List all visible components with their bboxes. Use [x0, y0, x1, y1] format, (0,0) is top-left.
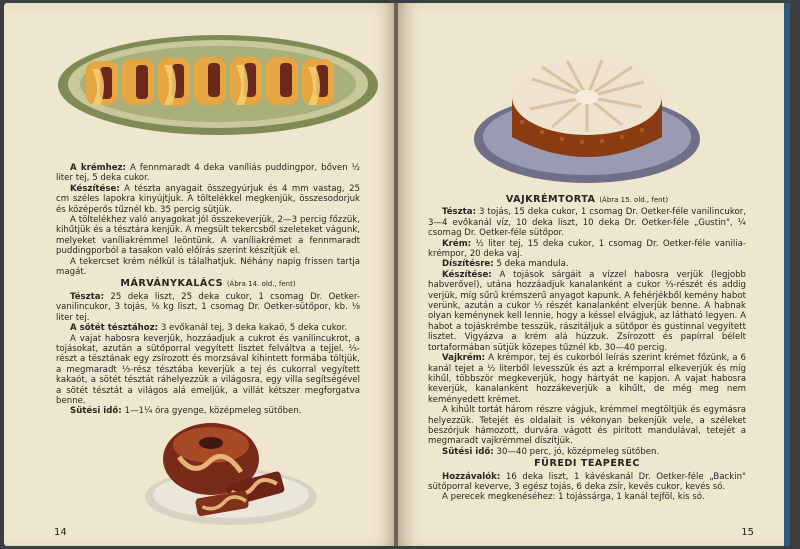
sutesi-paragraph: [56, 406, 360, 416]
krem-label: Krém:: [442, 238, 472, 249]
figure-reference: (Ábra 14. old., fent): [226, 280, 296, 289]
teszta-paragraph: [428, 207, 746, 238]
page-number-right: 15: [741, 527, 754, 538]
sotet-paragraph: [56, 323, 360, 333]
hozzavalok-paragraph: [428, 472, 746, 493]
right-page: [398, 3, 790, 546]
figure-reference: (Ábra 15. old., fent): [599, 196, 669, 204]
diszites-label: Díszítésre:: [442, 259, 494, 270]
vajkrem-label: Vajkrém:: [442, 353, 486, 364]
teszta-label: Tészta:: [442, 207, 477, 218]
sutesi-text: 1—1¼ óra gyenge, középmeleg sütőben.: [124, 406, 302, 417]
open-book: [4, 3, 796, 546]
diszites-paragraph: [428, 259, 746, 269]
page-number-left: 14: [54, 527, 67, 538]
right-page-text: [428, 193, 746, 503]
left-page: [4, 3, 396, 546]
keszitese-label: Készítése:: [442, 269, 492, 280]
marble-cake-illustration: [139, 417, 319, 532]
perecek-paragraph: A perecek megkenéséhez: 1 tojássárga, 1 kanál tejföl, kis só.: [442, 492, 705, 503]
keszitese-text: A tészta anyagait összegyúrjuk és 4 mm vastag, 25 cm széles lapokra kinyújtjuk. A töltelékkel megkenjük, összesodorjuk és középerős tűznél kb. 35 percig sütjük.: [56, 183, 361, 215]
teszta-text: 25 deka liszt, 25 deka cukor, 1 csomag Dr. Oetker-vanilincukor, 3 tojás, ⅛ kg liszt, 1 csomag Dr. Oetker-sütőpor, kb. ⅛ liter tej.: [56, 291, 360, 323]
keszitese-paragraph: [428, 270, 746, 353]
assembly-paragraph: A kihűlt tortát három részre vágjuk, krémmel megtöltjük és egymásra helyezzük. Tetejét és oldalait is vékonyan bekenjük vele, a széleket beszórjuk hámozott, durvára vágott és pirított mandulával, tetejét a megmaradt vajkrémmel díszítjük.: [428, 405, 746, 447]
serving-paragraph: A tekercset krém nélkül is tálalhatjuk. Néhány napig frissen tartja magát.: [56, 256, 360, 278]
teszta-label: Tészta:: [70, 291, 105, 302]
left-page-text: [56, 163, 360, 417]
krem-text: ½ liter tej, 15 deka cukor, 1 csomag Dr. Oetker-féle vanilia-krémpor, 20 deka vaj.: [428, 238, 746, 260]
teszta-text: 3 tojás, 15 deka cukor, 1 csomag Dr. Oetker-féle vanilincukor, 3—4 evőkanál víz, 10 deka liszt, 10 deka Dr. Oetker-féle „Gustin", ¼ csomag Dr. Oetker-féle sütőpor.: [428, 207, 747, 239]
recipe-title-text: VAJKRÉMTORTA: [505, 194, 596, 205]
recipe-title-vajkremtorta: [428, 195, 746, 205]
sutesi-label: Sütési idő:: [70, 406, 122, 417]
keszitese-text: A tojások sárgáit a vízzel habosra verjük (legjobb habverővel), utána hozzáadjuk kanalanként a cukor ⅔-részét és addig verjük, míg sűrű krémszerű anyagot kapunk. A fehérjékből kemény habot verünk, azután a cukor ⅓ részét kanalanként elverjük benne. A habnak olyan keménynek kell lennie, hogy a késsel elvágjuk, az látható legyen. A habot a tojáskrémbe tesszük, rászitáljuk a sütőpor és gustinnal vegyített lisztet. Vigyázva a krém alá húzzuk. Zsírozott és papírral bélelt tortaformában sütjük közepes tűznél kb. 30—40 percig.: [428, 269, 747, 353]
method-paragraph: A vajat habosra keverjük, hozzáadjuk a cukrot és vanilincukrot, a tojásokat, azután a sütőporral vegyített lisztet felváltva a tejjel. ⅔-részt a tésztának egy zsírozott és morzsával kihintett formába töltjük, a megmaradt ⅓-rész tésztába keverjük a tej és cukorral vegyített kakaót, a sötét tésztát ráhelyezzük a világosra, egy villa segítségével a sötét tésztát a világos alá emeljük, a villát kétszer megforgatva benne.: [56, 333, 360, 406]
kremhez-label: A krémhez:: [70, 163, 126, 173]
sutesi-text: 30—40 perc, jó, középmeleg sütőben.: [496, 446, 660, 457]
krem-paragraph: [428, 239, 746, 260]
hozzavalok-text: 16 deka liszt, 1 kávéskanál Dr. Oetker-féle „Backin" sütőporral keverve, 3 egész tojás, 6 deka zsír, kevés cukor, kevés só.: [428, 471, 746, 492]
keszitese-paragraph: [56, 184, 360, 215]
vajkrem-paragraph: [428, 353, 746, 405]
roll-cake-illustration: [56, 29, 386, 139]
butter-cream-torte-illustration: [472, 37, 702, 187]
filling-paragraph: A töltelékhez való anyagokat jól összekeverjük, 2—3 percig főzzük, kihűtjük és a tésztára kenjük. A megsült tekercsből szeleteket vágunk, melyeket vaníliakrémmel leöntünk. A vaníliakrémet a fennmaradt puddingporból a tasakon való előírás szerint készítjük el.: [56, 215, 360, 257]
hozzavalok-label: Hozzávalók:: [442, 471, 501, 482]
book-cover-edge: [784, 3, 790, 546]
recipe-title-furedi-teaperec: FÜREDI TEAPEREC: [534, 458, 640, 470]
sotet-label: A sötét tésztához:: [70, 323, 159, 334]
sutesi-label: Sütési idő:: [442, 446, 494, 457]
recipe-title-marvanykalacs: [56, 279, 360, 289]
kremhez-text: A fennmaradt 4 deka vaníliás puddingpor, bőven ½ liter tej, 5 deka cukor.: [56, 163, 360, 184]
keszitese-label: Készítése:: [70, 183, 120, 194]
recipe-title-text: MÁRVÁNYKALÁCS: [120, 278, 223, 290]
kremhez-paragraph: [56, 163, 360, 184]
vajkrem-text: A krémpor, tej és cukorból leírás szerint krémet főzünk, a 6 kanál tejet a ½ literből levesszük és azt a krémporral elkeverjük és míg kihűl, többször megkeverjük, hogy hártyát ne kapjon. A vajat habosra keverjük, kanalanként hozzákeverjük a kihűlt, de még meg nem keményedett krémet.: [428, 353, 747, 405]
sotet-text: 3 evőkanál tej, 3 deka kakaó, 5 deka cukor.: [160, 323, 348, 334]
diszites-text: 5 deka mandula.: [496, 259, 569, 270]
teszta-paragraph: [56, 292, 360, 323]
sutesi-paragraph: [428, 447, 746, 457]
